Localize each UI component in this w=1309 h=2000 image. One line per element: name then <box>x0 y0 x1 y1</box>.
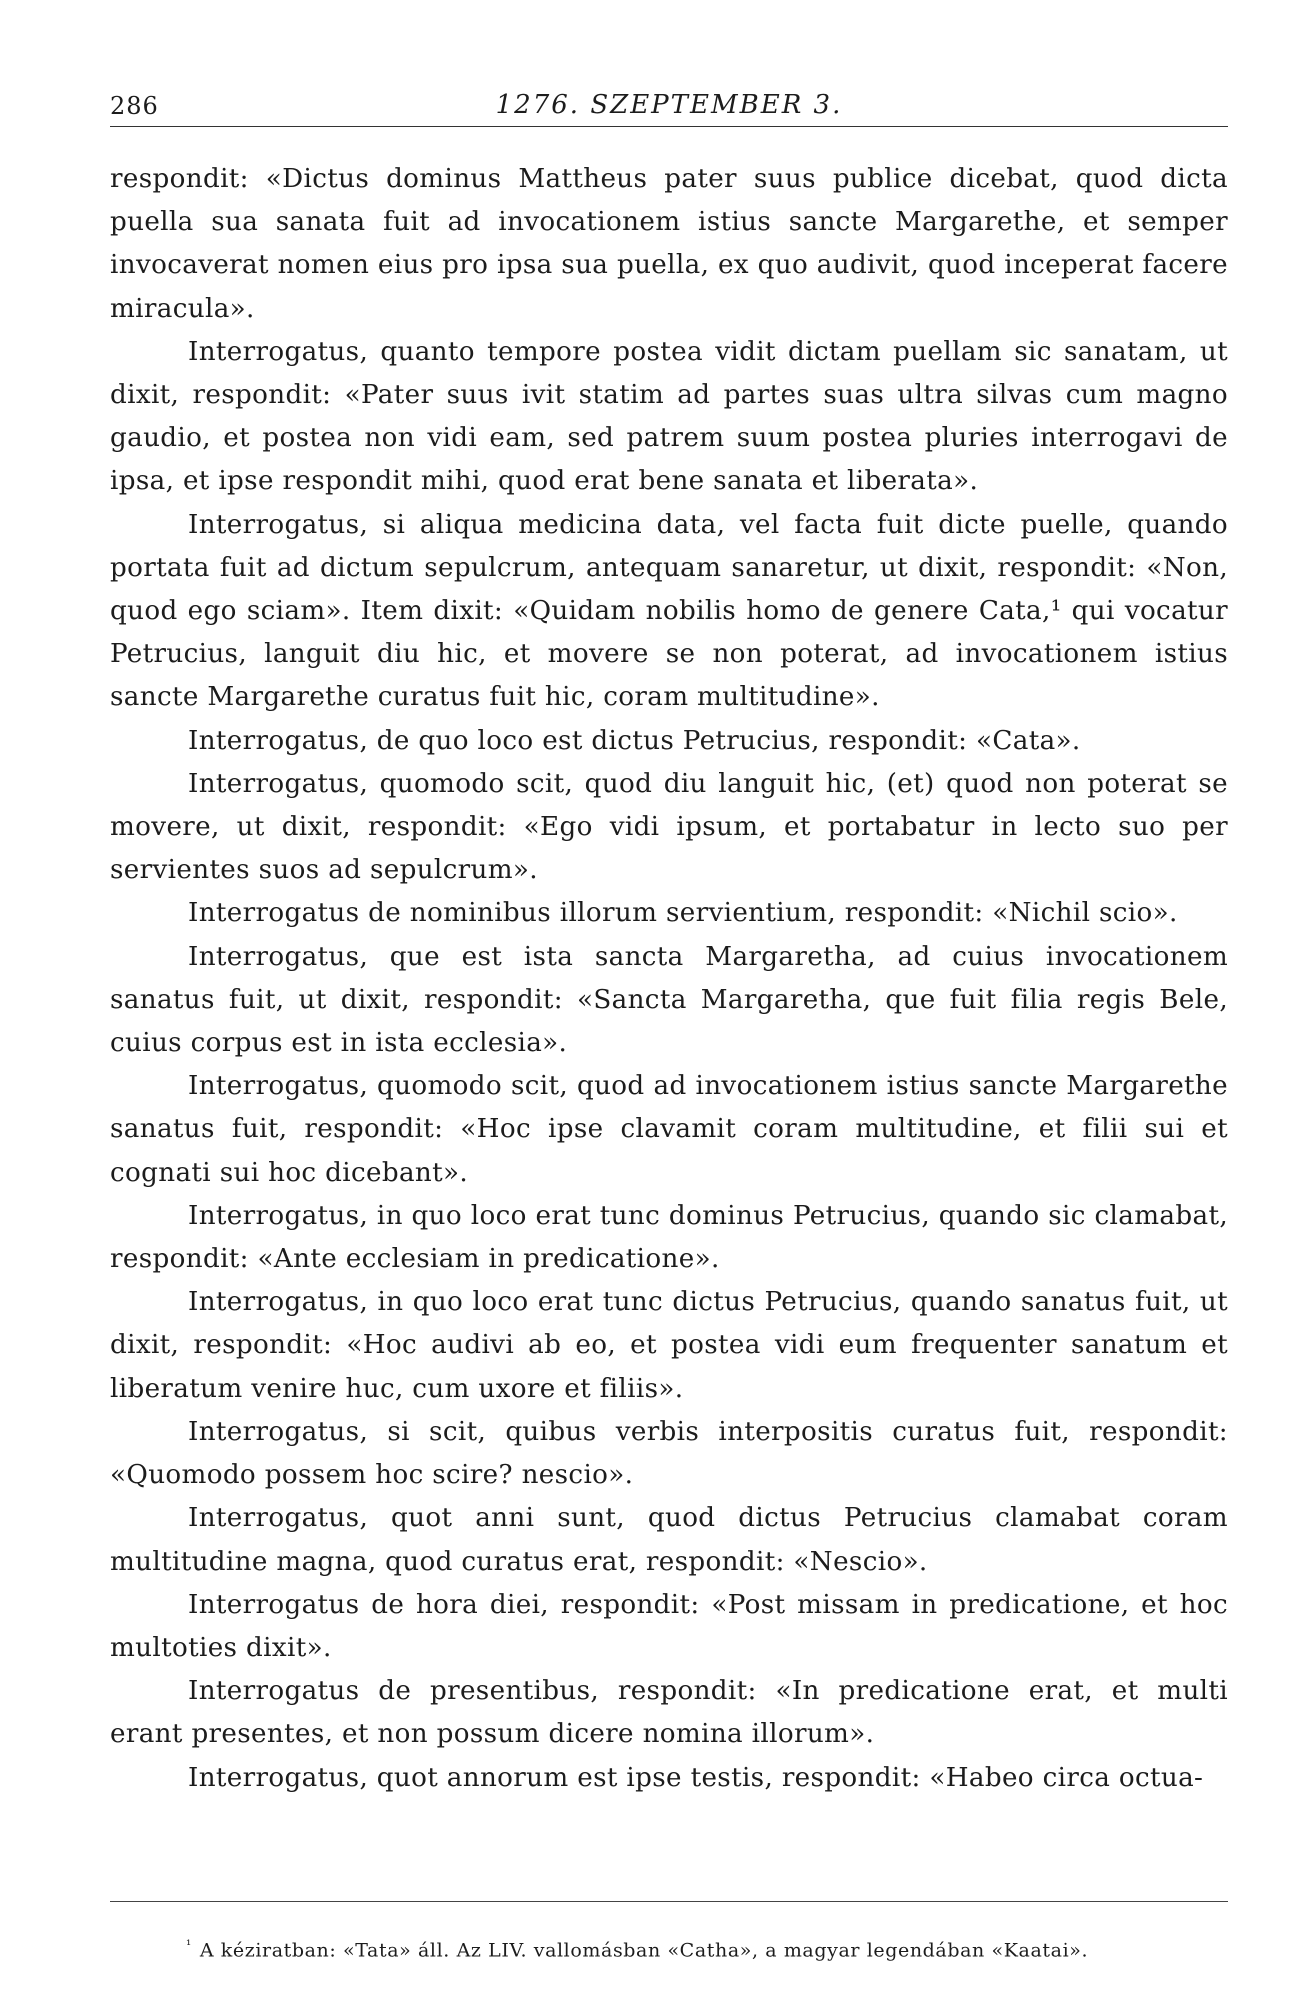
paragraph: Interrogatus de hora diei, respondit: «Post missam in predicatione, et hoc multoties dixit». <box>110 1589 1228 1663</box>
paragraph: respondit: «Dictus dominus Mattheus pater suus publice dicebat, quod dicta puella sua sanata fuit ad invocationem istius sancte Margarethe, et semper invocaverat nomen eius pro ipsa sua puella, ex quo audivit, quod inceperat facere miracula». <box>110 164 1228 324</box>
paragraph: Interrogatus, quot annorum est ipse testis, respondit: «Habeo circa octua- <box>188 1762 1204 1793</box>
paragraph: Interrogatus, si scit, quibus verbis interpositis curatus fuit, respondit: «Quomodo possem hoc scire? nescio». <box>110 1416 1228 1491</box>
footnote-text: A kéziratban: «Tata» áll. Az LIV. vallomásban «Catha», a magyar legendában «Kaatai». <box>199 1939 1089 1962</box>
paragraph: Interrogatus, quot anni sunt, quod dictus Petrucius clamabat coram multitudine magna, quod curatus erat, respondit: «Nescio». <box>110 1503 1228 1577</box>
body-text <box>110 158 1228 1800</box>
paragraph: Interrogatus, de quo loco est dictus Petrucius, respondit: «Cata». <box>188 725 1081 756</box>
footnote-divider <box>110 1901 1228 1902</box>
page-number: 286 <box>110 92 159 120</box>
footnote-marker: ¹ <box>186 1938 192 1953</box>
paragraph: Interrogatus, in quo loco erat tunc dictus Petrucius, quando sanatus fuit, ut dixit, respondit: «Hoc audivi ab eo, et postea vidi eum frequenter sanatum et liberatum venire huc, cum uxore et filiis». <box>110 1287 1228 1404</box>
running-header <box>110 92 1228 127</box>
paragraph: Interrogatus de presentibus, respondit: «In predicatione erat, et multi erant presentes, et non possum dicere nomina illorum». <box>110 1676 1228 1750</box>
running-title: 1276. SZEPTEMBER 3. <box>495 90 843 120</box>
paragraph: Interrogatus, in quo loco erat tunc dominus Petrucius, quando sic clamabat, respondit: «Ante ecclesiam in predicatione». <box>110 1200 1228 1275</box>
paragraph: Interrogatus, quomodo scit, quod ad invocationem istius sancte Margarethe sanatus fuit, respondit: «Hoc ipse clavamit coram multitudine, et filii sui et cognati sui hoc dicebant». <box>110 1071 1228 1188</box>
footnote <box>186 1932 1236 1964</box>
paragraph: Interrogatus de nominibus illorum servientium, respondit: «Nichil scio». <box>188 898 1178 929</box>
paragraph: Interrogatus, que est ista sancta Margaretha, ad cuius invocationem sanatus fuit, ut dixit, respondit: «Sancta Margaretha, que fuit filia regis Bele, cuius corpus est in ista ecclesia». <box>110 941 1228 1059</box>
paragraph: Interrogatus, quomodo scit, quod diu languit hic, (et) quod non poterat se movere, ut dixit, respondit: «Ego vidi ipsum, et portabatur in lecto suo per servientes suos ad sepulcrum». <box>110 768 1228 886</box>
paragraph: Interrogatus, quanto tempore postea vidit dictam puellam sic sanatam, ut dixit, respondit: «Pater suus ivit statim ad partes suas ultra silvas cum magno gaudio, et postea non vidi eam, sed patrem suum postea pluries interrogavi de ipsa, et ipse respondit mihi, quod erat bene sanata et liberata». <box>110 336 1228 497</box>
paragraph: Interrogatus, si aliqua medicina data, vel facta fuit dicte puelle, quando portata fuit ad dictum sepulcrum, antequam sanaretur, ut dixit, respondit: «Non, quod ego sciam». Item dixit: «Quidam nobilis homo de genere Cata,¹ qui vocatur Petrucius, languit diu hic, et movere se non poterat, ad invocationem istius sancte Margarethe curatus fuit hic, coram multitudine». <box>110 509 1228 713</box>
